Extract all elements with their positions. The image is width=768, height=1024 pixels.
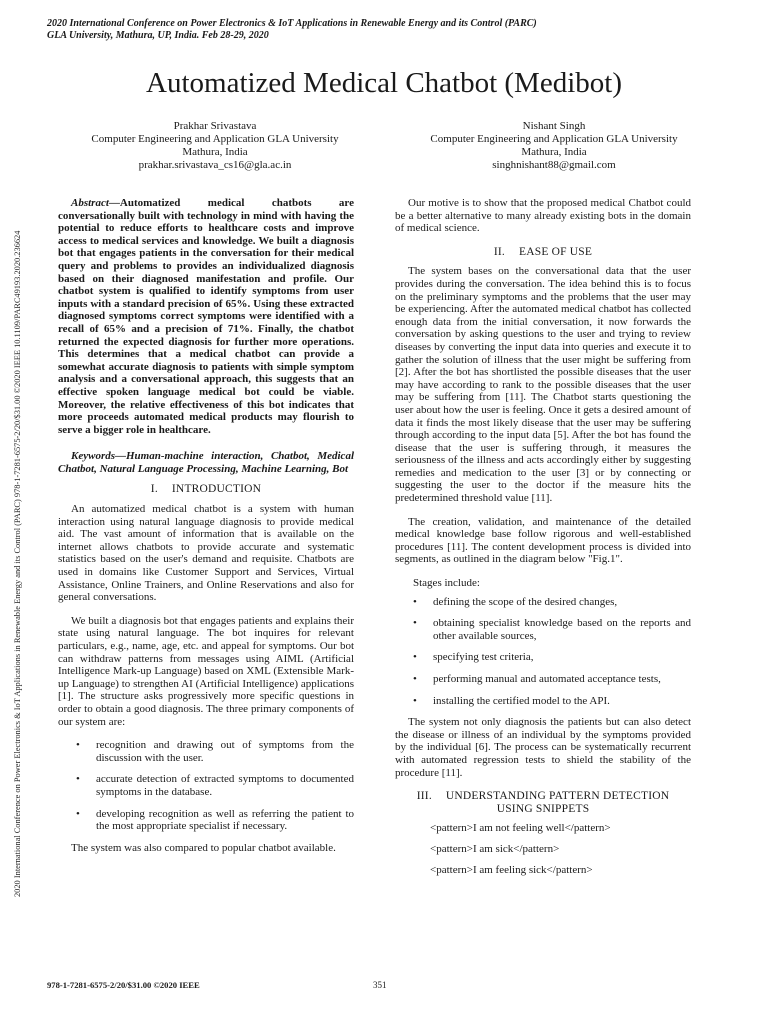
list-item: • developing recognition as well as referring the patient to the most appropriate specialist if necessary. — [76, 807, 354, 833]
list-item: • installing the certified model to the API. — [413, 694, 610, 707]
bullet-icon: • — [76, 739, 80, 752]
list-item: • obtaining specialist knowledge based on the reports and other available sources, — [413, 617, 691, 642]
abstract — [58, 197, 354, 436]
paper-title: Automatized Medical Chatbot (Medibot) — [146, 67, 622, 99]
section-heading-pattern-detection — [395, 790, 691, 815]
author-name: Prakhar Srivastava — [173, 120, 257, 132]
ease-paragraph-2: The creation, validation, and maintenance of the detailed medical knowledge base follow rigorous and well-established procedures [11]. The content development process is divided into segments, as outlined in the diagram below "Fig.1". — [395, 515, 691, 566]
intro-paragraph-3: The system was also compared to popular chatbot available. — [71, 841, 336, 854]
code-snippet: <pattern>I am feeling sick</pattern> — [430, 863, 593, 876]
author-affiliation: Computer Engineering and Application GLA University — [430, 133, 678, 145]
abstract-lead: Abstract — [71, 197, 109, 209]
bullet-icon: • — [413, 651, 417, 664]
section-title: EASE OF USE — [519, 245, 593, 258]
bullet-icon: • — [413, 595, 417, 608]
bullet-icon: • — [413, 673, 417, 685]
section-number: I. — [150, 483, 158, 496]
bullet-icon: • — [413, 617, 417, 630]
section-heading-ease-of-use — [395, 246, 691, 259]
section-number: II. — [493, 245, 505, 258]
left-column — [58, 197, 354, 865]
conference-header — [47, 18, 537, 42]
page-number: 351 — [373, 980, 387, 990]
conference-line-2: GLA University, Mathura, UP, India. Feb 28-29, 2020 — [47, 30, 269, 41]
components-list — [58, 739, 354, 833]
motive-paragraph: Our motive is to show that the proposed medical Chatbot could be a better alternative to many already existing bots in the domain of medical science. — [395, 197, 691, 235]
list-item: • recognition and drawing out of symptoms from the discussion with the user. — [76, 739, 354, 764]
code-snippet: <pattern>I am not feeling well</pattern> — [430, 822, 611, 835]
author-email: singhnishant88@gmail.com — [492, 159, 616, 171]
bullet-icon: • — [76, 773, 80, 786]
side-doi-text: 2020 International Conference on Power Electronics & IoT Applications in Renewable Energy and its Control (PARC) 978-1-7281-6575-2/20/$31.00 ©2020 IEEE 10.1109/PARC49193.2020.236624 — [13, 230, 22, 897]
intro-paragraph-2: We built a diagnosis bot that engages patients and explains their state using natural language. The bot inquires for relevant particulars, e.g., name, age, etc. and appeal for symptoms. Our bot can withdraw patterns from messages using AIML (Artificial Intelligence Mark-up Language) based on XML (Extensible Mark-up Language) to strengthen AI (Artificial Intelligence) applications [1]. The structure asks progressively more specific questions in order to obtain a good diagnosis. The three primary components of our system are: — [58, 614, 354, 728]
code-snippet: <pattern>I am sick</pattern> — [430, 842, 560, 855]
list-item: • accurate detection of extracted symptoms to documented symptoms in the database. — [76, 773, 354, 798]
section-heading-introduction — [58, 483, 354, 496]
author-location: Mathura, India — [521, 146, 587, 158]
author-email: prakhar.srivastava_cs16@gla.ac.in — [138, 159, 292, 171]
section-title-line-2: USING SNIPPETS — [496, 802, 590, 815]
bullet-icon: • — [413, 694, 417, 707]
footer-isbn: 978-1-7281-6575-2/20/$31.00 ©2020 IEEE — [47, 980, 200, 990]
author-name: Nishant Singh — [522, 120, 586, 132]
list-item: • defining the scope of the desired changes, — [413, 595, 618, 608]
list-item: • performing manual and automated acceptance tests, — [413, 673, 661, 685]
ease-paragraph-3: The system not only diagnosis the patients but can also detect the disease or illness of an individual by the symptoms provided by the individual [6]. The process can be systematically recurrent with automated regression tests to shield the stability of the procedure [11]. — [395, 716, 691, 779]
right-column — [395, 197, 691, 884]
author-affiliation: Computer Engineering and Application GLA University — [91, 133, 339, 145]
stages-list — [395, 596, 691, 708]
section-number: III. — [416, 790, 432, 803]
ease-paragraph-1: The system bases on the conversational data that the user provides during the conversation. The idea behind this is to focus on the preliminary symptoms and the problems that the user may be experiencing. After the automated medical chatbot has collected enough data from the initial conversation, it now forwards the conversation by asking questions to the user and trying to review diseases by converting the input data into queries and execute it to gather the solution of illness that the user might be suffering from [2]. After the bot has shortlisted the possible diseases that the user may have according to rank to the possible diseases that the user may be suffering from [11]. The Chatbot starts questioning the user about how the user is feeling. Once it gets a desired amount of data it finds the most likely disease that the user may be suffering through according to the input data [5]. After the bot has found the disease that the user is suffering through, it measures the seriousness of the illness and acts accordingly either by suggesting remedies and medication to the user [3] or by connecting or suggesting the user to the doctor if the measure hits the predetermined threshold value [11]. — [395, 265, 691, 505]
stages-intro: Stages include: — [413, 577, 480, 590]
conference-line-1: 2020 International Conference on Power Electronics & IoT Applications in Renewable Energy and its Control (PARC) — [47, 18, 537, 29]
keywords: Keywords—Human-machine interaction, Chatbot, Medical Chatbot, Natural Language Processing, Machine Learning, Bot — [58, 450, 354, 475]
author-block-2 — [384, 120, 724, 172]
author-block-1 — [45, 120, 385, 172]
bullet-icon: • — [76, 807, 80, 820]
abstract-text: —Automatized medical chatbots are conversationally built with technology in mind with having the potential to reduce efforts to healthcare costs and improve access to medical services and knowledge. We built a diagnosis bot that engages patients in the conversation for their medical query and problems to provides an individualized diagnosis based on their diagnosed manifestation and profile. Our chatbot system is qualified to identify symptoms from user inputs with a standard precision of 65%. Using these extracted diagnosed symptoms correct symptoms were identified with a recall of 65% and a precision of 71%. Finally, the chatbot returned the expected diagnosis for further more operations. This determines that a medical chatbot can provide a somewhat accurate diagnosis to patients with simple symptom analysis and a conversational approach, this suggests that an effective spoken language medical bot could be viable. Moreover, the relative effectiveness of this bot indicates that more proceeds automated medical products may flourish to serve a bigger role in healthcare. — [58, 197, 354, 436]
list-item: • specifying test criteria, — [413, 651, 534, 664]
author-location: Mathura, India — [182, 146, 248, 158]
section-title: INTRODUCTION — [171, 483, 262, 496]
section-title: UNDERSTANDING PATTERN DETECTION — [445, 790, 670, 803]
intro-paragraph-1: An automatized medical chatbot is a system with human interaction using natural language diagnosis to provide medical aid. The vast amount of information that is available on the internet allows chatbots to provide accurate and systematic statistics based on the user's demand and requisite. Chatbots are used in domains like Customer Support and Services, Virtual Assistance, Online Trainers, and Online Reservations and also for general conversations. — [58, 503, 354, 604]
